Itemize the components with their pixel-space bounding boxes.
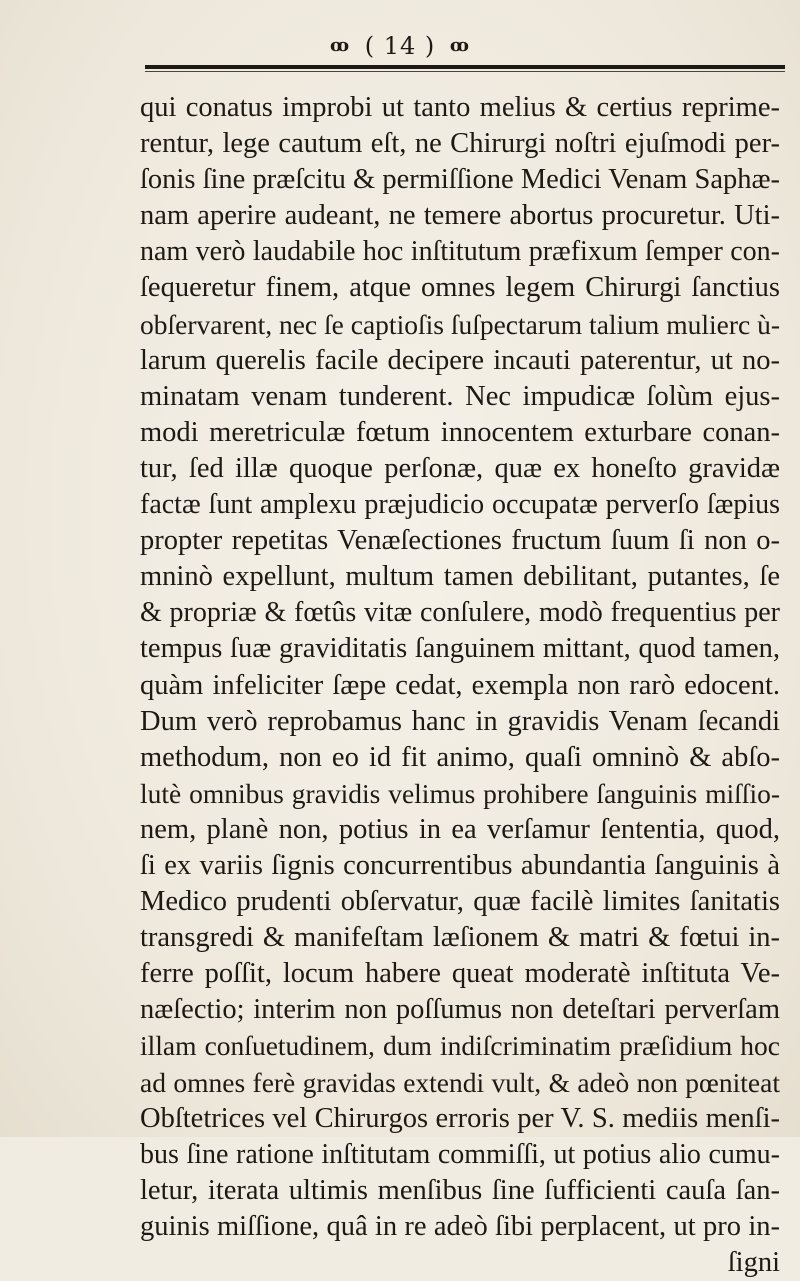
left-ornament-icon: ꝏ xyxy=(330,35,351,56)
right-ornament-icon: ꝏ xyxy=(449,35,470,56)
text-line: ferre poſſit, locum habere queat moderatè inſtituta Ve- xyxy=(140,958,780,990)
text-line: larum querelis facile decipere incauti paterentur, ut no- xyxy=(140,344,780,376)
text-line: transgredi & manifeſtam læſionem & matri & fœtui in- xyxy=(140,922,780,954)
text-line: qui conatus improbi ut tanto melius & certius reprime- xyxy=(140,92,780,123)
text-line: ſi ex variis ſignis concurrentibus abundantia ſanguinis à xyxy=(140,849,780,881)
text-line: letur, iterata ultimis menſibus ſine ſufficienti cauſa ſan- xyxy=(140,1174,780,1206)
text-line: methodum, non eo id fit animo, quaſi omninò & abſo- xyxy=(140,741,780,773)
text-line: minatam venam tunderent. Nec impudicæ ſolùm ejus- xyxy=(140,380,780,412)
text-line: factæ ſunt amplexu præjudicio occupatæ perverſo ſæpius xyxy=(140,489,780,521)
text-line: illam conſuetudinem, dum indiſcriminatim præſidium hoc xyxy=(140,1030,780,1062)
text-line: lutè omnibus gravidis velimus prohibere ſanguinis miſſio- xyxy=(140,777,780,809)
text-line: tempus ſuæ graviditatis ſanguinem mittant, quod tamen, xyxy=(140,633,780,665)
running-head xyxy=(0,30,800,70)
catchword: ſigni xyxy=(727,1247,780,1278)
text-line: ad omnes ferè gravidas extendi vult, & adeò non pœniteat xyxy=(140,1066,780,1098)
text-line: næſectio; interim non poſſumus non deteſtari perverſam xyxy=(140,994,780,1026)
text-line: obſervarent, nec ſe captioſis ſuſpectarum talium mulierc ù- xyxy=(140,308,780,340)
page-number: ( 14 ) xyxy=(364,31,436,60)
text-line: guinis miſſione, quâ in re adeò ſibi perplacent, ut pro in- xyxy=(140,1210,780,1242)
text-line: nam verò laudabile hoc inſtitutum præfixum ſemper con- xyxy=(140,236,780,268)
text-line: quàm infeliciter ſæpe cedat, exempla non rarò edocent. xyxy=(140,669,780,701)
text-line: propter repetitas Venæſectiones fructum ſuum ſi non o- xyxy=(140,525,780,557)
text-line: modi meretriculæ fœtum innocentem exturbare conan- xyxy=(140,416,780,448)
text-line: mninò expellunt, multum tamen debilitant, putantes, ſe xyxy=(140,561,780,593)
text-line: nam aperire audeant, ne temere abortus procuretur. Uti- xyxy=(140,200,780,232)
text-line: Obſtetrices vel Chirurgos erroris per V. S. mediis menſi- xyxy=(140,1102,780,1134)
text-line: bus ſine ratione inſtitutam commiſſi, ut potius alio cumu- xyxy=(140,1138,780,1170)
text-line: & propriæ & fœtûs vitæ conſulere, modò frequentius per xyxy=(140,597,780,629)
text-line: tur, ſed illæ quoque perſonæ, quæ ex honeſto gravidæ xyxy=(140,452,780,484)
header-rule-thin xyxy=(145,71,785,72)
text-line: ſonis ſine præſcitu & permiſſione Medici Venam Saphæ- xyxy=(140,164,780,196)
text-line: ſequeretur finem, atque omnes legem Chirurgi ſanctius xyxy=(140,272,780,304)
text-line: Dum verò reprobamus hanc in gravidis Venam ſecandi xyxy=(140,705,780,737)
text-line: rentur, lege cautum eſt, ne Chirurgi noſtri ejuſmodi per- xyxy=(140,128,780,160)
text-line: Medico prudenti obſervatur, quæ facilè limites ſanitatis xyxy=(140,886,780,918)
text-line: nem, planè non, potius in ea verſamur ſententia, quod, xyxy=(140,813,780,845)
header-rule xyxy=(145,65,785,69)
body-text xyxy=(140,90,780,1281)
